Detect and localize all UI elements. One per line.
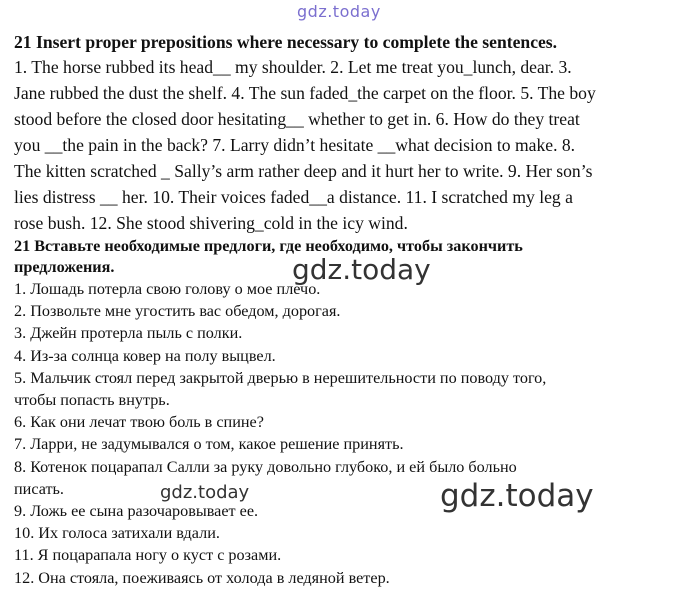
russian-line: 8. Котенок поцарапал Салли за руку довольно глубоко, и ей было больно	[14, 457, 517, 476]
watermark-large: gdz.today	[440, 478, 594, 514]
russian-line: 6. Как они лечат твою боль в спине?	[14, 413, 264, 432]
english-line: rose bush. 12. She stood shivering_cold in the icy wind.	[14, 213, 408, 233]
english-line: 1. The horse rubbed its head__ my shoulder. 2. Let me treat you_lunch, dear. 3.	[14, 57, 572, 77]
russian-line: 9. Ложь ее сына разочаровывает ее.	[14, 502, 259, 521]
russian-line: 4. Из-за солнца ковер на полу выцвел.	[14, 346, 276, 365]
russian-line: 11. Я поцарапала ногу о куст с розами.	[14, 546, 282, 565]
russian-line: 10. Их голоса затихали вдали.	[14, 524, 220, 543]
russian-line: 12. Она стояла, поеживаясь от холода в ледяной ветер.	[14, 568, 390, 587]
english-exercise	[14, 30, 674, 236]
watermark-small: gdz.today	[160, 482, 250, 503]
russian-line: 7. Ларри, не задумывался о том, какое решение принять.	[14, 435, 404, 454]
russian-line: 3. Джейн протерла пыль с полки.	[14, 324, 243, 343]
english-line: you __the pain in the back? 7. Larry didn’t hesitate __what decision to make. 8.	[14, 135, 576, 155]
english-title: 21 Insert proper prepositions where necessary to complete the sentences.	[14, 32, 558, 52]
russian-line: 5. Мальчик стоял перед закрытой дверью в нерешительности по поводу того,	[14, 368, 547, 387]
russian-line: 2. Позвольте мне угостить вас обедом, дорогая.	[14, 302, 341, 321]
russian-title-cont: предложения.	[14, 258, 115, 276]
english-line: Jane rubbed the dust the shelf. 4. The sun faded_the carpet on the floor. 5. The boy	[14, 83, 596, 103]
russian-exercise	[14, 236, 674, 589]
russian-title: 21 Вставьте необходимые предлоги, где необходимо, чтобы закончить	[14, 237, 523, 255]
watermark-middle: gdz.today	[292, 253, 431, 286]
russian-line: писать.	[14, 479, 64, 498]
russian-line: чтобы попасть внутрь.	[14, 391, 170, 410]
watermark-top: gdz.today	[297, 2, 381, 21]
english-line: stood before the closed door hesitating__ whether to get in. 6. How do they treat	[14, 109, 580, 129]
english-line: The kitten scratched _ Sally’s arm rather deep and it hurt her to write. 9. Her son’s	[14, 161, 593, 181]
english-line: lies distress __ her. 10. Their voices faded__a distance. 11. I scratched my leg a	[14, 187, 573, 207]
russian-line: 1. Лошадь потерла свою голову о мое плечо.	[14, 280, 321, 298]
